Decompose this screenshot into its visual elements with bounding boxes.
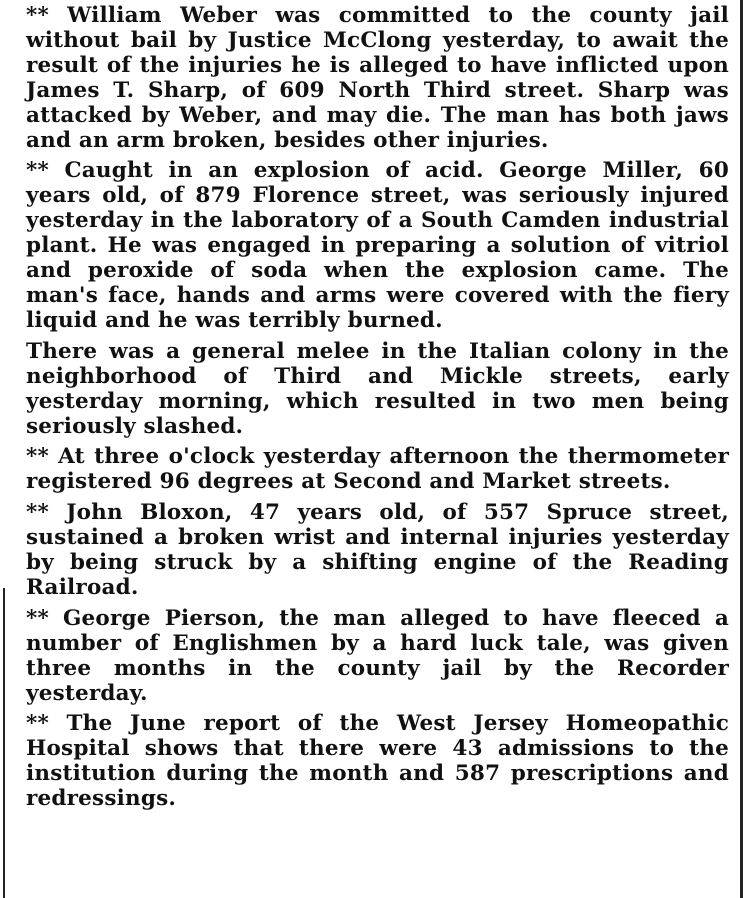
news-item-italian-melee: There was a general melee in the Italian colony in the neighborhood of Third and Mickle streets, early yesterday morning, which resulted in two men being seriously slashed. bbox=[26, 338, 729, 439]
news-item-bloxon: ** John Bloxon, 47 years old, of 557 Spruce street, sustained a broken wrist and internal injuries yesterday by being struck by a shifting engine of the Reading Railroad. bbox=[26, 500, 729, 600]
news-item-pierson: ** George Pierson, the man alleged to have fleeced a number of Englishmen by a hard luck tale, was given three months in the county jail by the Recorder yesterday. bbox=[26, 605, 729, 706]
column-rule-left bbox=[3, 588, 5, 898]
news-item-acid-explosion: ** Caught in an explosion of acid. George Miller, 60 years old, of 879 Florence street, was seriously injured yesterday in the laboratory of a South Camden industrial plant. He was engaged in preparing a solution of vitriol and peroxide of soda when the explosion came. The man's face, hands and arms were covered with the fiery liquid and he was terribly burned. bbox=[26, 158, 729, 333]
news-item-hospital-report: ** The June report of the West Jersey Homeopathic Hospital shows that there were 43 admissions to the institution during the month and 587 prescriptions and redressings. bbox=[26, 711, 729, 812]
news-item-weber: ** William Weber was committed to the county jail without bail by Justice McClong yesterday, to await the result of the injuries he is alleged to have inflicted upon James T. Sharp, of 609 North Third street. Sharp was attacked by Weber, and may die. The man has both jaws and an arm broken, besides other injuries. bbox=[26, 3, 729, 153]
news-item-thermometer: ** At three o'clock yesterday afternoon the thermometer registered 96 degrees at Second and Market streets. bbox=[26, 444, 729, 495]
